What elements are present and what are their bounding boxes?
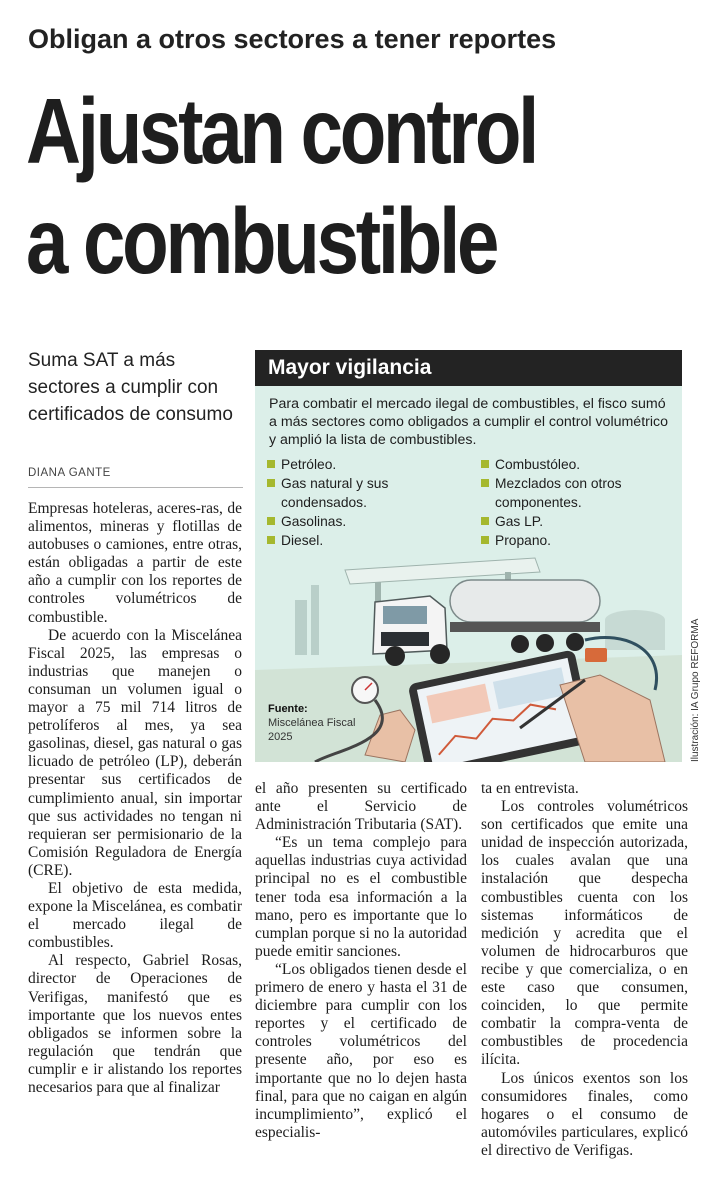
article-column-3 — [481, 780, 688, 1160]
bullet-square-icon — [267, 479, 275, 487]
paragraph: Los únicos exentos son los consumidores finales, como hogares o el consumo de automóviles particulares, explicó el directivo de Verifigas. — [481, 1069, 688, 1159]
byline: DIANA GANTE — [28, 467, 243, 488]
infographic-intro: Para combatir el mercado ilegal de combustibles, el fisco sumó a más sectores como obligados a cumplir el control volumétrico y amplió la lista de combustibles. — [269, 396, 668, 448]
article-column-1 — [28, 500, 242, 1097]
bullet-square-icon — [481, 479, 489, 487]
source-label: Fuente: — [268, 703, 308, 715]
infographic-title: Mayor vigilancia — [255, 350, 682, 386]
headline-line-1: Ajustan control — [26, 79, 537, 183]
fuel-list-right — [481, 455, 676, 550]
paragraph: Los controles volumétricos son certificados que emite una unidad de inspección autorizada, los cuales avalan que una instalación que despecha combustibles cuenta con los sistemas informáticos de medición y acredita que el volumen de hidrocarburos que recibe y que comercializa, o en este caso que consumen, coinciden, lo que permite combatir la compra-venta de combustibles de procedencia ilícita. — [481, 798, 688, 1069]
subhead: Suma SAT a más sectores a cumplir con certificados de consumo — [28, 350, 233, 425]
bullet-square-icon — [267, 536, 275, 544]
list-item: Petróleo. — [267, 455, 472, 474]
list-item: Gasolinas. — [267, 512, 472, 531]
list-item: Gas natural y sus condensados. — [267, 474, 472, 512]
article-column-2 — [255, 780, 467, 1142]
illustration-credit: Ilustración: IA Grupo REFORMA — [690, 618, 701, 762]
list-item: Propano. — [481, 531, 676, 550]
paragraph: Al respecto, Gabriel Rosas, director de Operaciones de Verifigas, manifestó que es importante que los nuevos entes obligados se informen sobre la regulación que tendrán que cumplir e ir alistando los reportes necesarios para que al finalizar — [28, 952, 242, 1096]
bullet-square-icon — [481, 517, 489, 525]
bullet-square-icon — [481, 460, 489, 468]
headline-line-2: a combustible — [26, 189, 497, 293]
paragraph: el año presenten su certificado ante el Servicio de Administración Tributaria (SAT). — [255, 780, 467, 834]
paragraph: “Los obligados tienen desde el primero de enero y hasta el 31 de diciembre para cumplir con los reportes y el certificado de controles volumétricos del presente año, por eso es importante que no lo dejen hasta final, para que no caigan en algún incumplimiento”, explicó el especialis- — [255, 960, 467, 1141]
kicker: Obligan a otros sectores a tener reportes — [28, 24, 557, 54]
headline — [26, 76, 575, 296]
bullet-square-icon — [481, 536, 489, 544]
paragraph: De acuerdo con la Miscelánea Fiscal 2025, las empresas o industrias que manejen o consuman un volumen igual o mayor a 75 mil 714 litros de petrolíferos al mes, ya sea gasolinas, diesel, gas natural o gas licuado de petróleo (LP), deberán presentar sus certificados de cumplimiento anual, sin importar que sus actividades no tengan ni requieran ser permisionario de la Comisión Reguladora de Energía (CRE). — [28, 626, 242, 879]
paragraph: “Es un tema complejo para aquellas industrias cuya actividad principal no es el combustible tener toda esa información a la mano, pero es importante que lo cumplan porque si no la autoridad puede emitir sanciones. — [255, 834, 467, 960]
infographic-box — [255, 350, 682, 762]
bullet-square-icon — [267, 460, 275, 468]
list-item: Gas LP. — [481, 512, 676, 531]
bullet-square-icon — [267, 517, 275, 525]
fuel-lists — [255, 455, 682, 565]
list-item: Combustóleo. — [481, 455, 676, 474]
source-note — [268, 702, 358, 744]
source-text: Miscelánea Fiscal 2025 — [268, 717, 356, 743]
paragraph: El objetivo de esta medida, expone la Miscelánea, es combatir el mercado ilegal de combustibles. — [28, 879, 242, 952]
list-item: Mezclados con otros componentes. — [481, 474, 676, 512]
paragraph: ta en entrevista. — [481, 780, 579, 797]
paragraph: Empresas hoteleras, aceres-ras, de alimentos, mineras y flotillas de autobuses o camiones, entre otras, están obligadas a partir de este año a cumplir con los reportes de controles volumétricos de combustible. — [28, 500, 242, 626]
list-item: Diesel. — [267, 531, 472, 550]
